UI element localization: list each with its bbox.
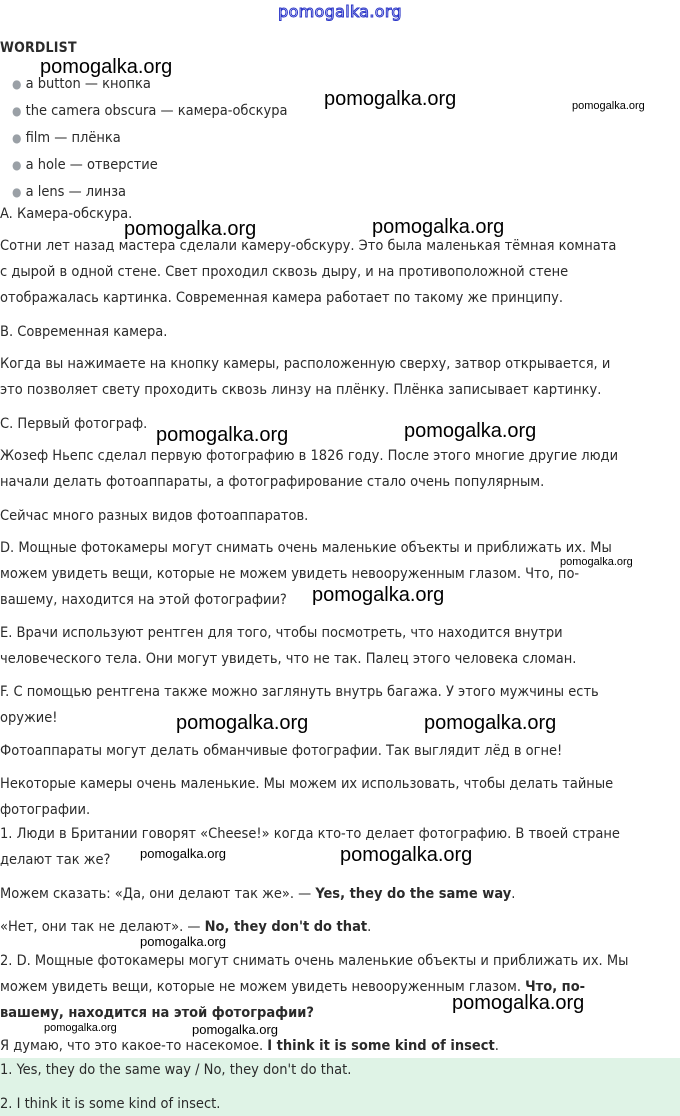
paragraph-line: E. Врачи используют рентген для того, чтобы посмотреть, что находится внутри: [0, 625, 563, 641]
section-a-heading: A. Камера-обскура.: [0, 206, 133, 222]
paragraph-line: оружие!: [0, 710, 58, 726]
watermark: pomogalka.org: [44, 1022, 117, 1034]
watermark: pomogalka.org: [176, 712, 309, 734]
watermark: pomogalka.org: [124, 218, 257, 240]
question-text-bold: Что, по-: [525, 979, 586, 995]
answer-suffix: .: [511, 886, 516, 902]
question-2-line: [0, 1005, 314, 1021]
wordlist-term: film — плёнка: [25, 130, 121, 146]
answer-think: [0, 1038, 499, 1054]
paragraph-line: отображалась картинка. Современная камера работает по такому же принципу.: [0, 290, 563, 306]
watermark: pomogalka.org: [192, 1022, 278, 1037]
watermark: pomogalka.org: [312, 584, 445, 606]
list-item: [12, 103, 288, 119]
watermark: pomogalka.org: [424, 712, 557, 734]
watermark: pomogalka.org: [140, 846, 226, 861]
wordlist-term: the camera obscura — камера-обскура: [25, 103, 288, 119]
answer-yes: [0, 886, 515, 902]
watermark: pomogalka.org: [452, 992, 585, 1014]
paragraph-line: Когда вы нажимаете на кнопку камеры, расположенную сверху, затвор открывается, и: [0, 356, 611, 372]
answer-english: No, they don't do that: [204, 919, 368, 935]
paragraph-line: можем увидеть вещи, которые не можем увидеть невооруженным глазом. Что, по-: [0, 566, 580, 582]
watermark: pomogalka.org: [156, 424, 289, 446]
question-text-bold: вашему, находится на этой фотографии?: [0, 1005, 314, 1021]
answer-prefix: «Нет, они так не делают». —: [0, 919, 205, 935]
paragraph-line: Некоторые камеры очень маленькие. Мы можем их использовать, чтобы делать тайные: [0, 776, 614, 792]
answer-suffix: .: [494, 1038, 499, 1054]
watermark: pomogalka.org: [324, 88, 457, 110]
bullet-icon: ●: [12, 77, 22, 91]
watermark: pomogalka.org: [372, 216, 505, 238]
wordlist-term: a hole — отверстие: [25, 157, 158, 173]
question-1-line: делают так же?: [0, 852, 111, 868]
paragraph-line: Жозеф Ньепс сделал первую фотографию в 1826 году. После этого многие другие люди: [0, 448, 619, 464]
list-item: [12, 157, 158, 173]
answer-line-2: 2. I think it is some kind of insect.: [0, 1096, 221, 1112]
list-item: [12, 130, 121, 146]
paragraph-line: вашему, находится на этой фотографии?: [0, 592, 287, 608]
watermark: pomogalka.org: [560, 556, 633, 568]
bullet-icon: ●: [12, 104, 22, 118]
answer-english: I think it is some kind of insect: [267, 1038, 495, 1054]
question-2-line: 2. D. Мощные фотокамеры могут снимать очень маленькие объекты и приближать их. Мы: [0, 953, 629, 969]
paragraph-line: начали делать фотоаппараты, а фотографирование стало очень популярным.: [0, 474, 545, 490]
paragraph-line: Сотни лет назад мастера сделали камеру-обскуру. Это была маленькая тёмная комната: [0, 238, 617, 254]
watermark: pomogalka.org: [572, 100, 645, 112]
paragraph-line: Фотоаппараты могут делать обманчивые фотографии. Так выглядит лёд в огне!: [0, 743, 563, 759]
answers-box: [0, 1058, 680, 1116]
wordlist-term: a button — кнопка: [25, 76, 151, 92]
watermark: pomogalka.org: [404, 420, 537, 442]
bullet-icon: ●: [12, 131, 22, 145]
watermark: pomogalka.org: [140, 934, 226, 949]
wordlist-term: a lens — линза: [25, 184, 127, 200]
paragraph-line: D. Мощные фотокамеры могут снимать очень маленькие объекты и приближать их. Мы: [0, 540, 612, 556]
question-1-line: 1. Люди в Британии говорят «Cheese!» когда кто-то делает фотографию. В твоей стране: [0, 826, 620, 842]
answer-suffix: .: [367, 919, 372, 935]
list-item: [12, 184, 126, 200]
paragraph-line: фотографии.: [0, 802, 91, 818]
site-brand[interactable]: pomogalka.org: [278, 2, 402, 21]
answer-prefix: Можем сказать: «Да, они делают так же». —: [0, 886, 316, 902]
paragraph-line: F. С помощью рентгена также можно заглянуть внутрь багажа. У этого мужчины есть: [0, 684, 599, 700]
watermark: pomogalka.org: [40, 56, 173, 78]
wordlist-heading: WORDLIST: [0, 40, 77, 56]
paragraph-line: человеческого тела. Они могут увидеть, что не так. Палец этого человека сломан.: [0, 651, 577, 667]
bullet-icon: ●: [12, 185, 22, 199]
answer-no: [0, 919, 371, 935]
paragraph-line: с дырой в одной стене. Свет проходил сквозь дыру, и на противоположной стене: [0, 264, 569, 280]
answer-prefix: Я думаю, что это какое-то насекомое.: [0, 1038, 268, 1054]
paragraph-line: Сейчас много разных видов фотоаппаратов.: [0, 508, 309, 524]
question-text: можем увидеть вещи, которые не можем увидеть невооруженным глазом.: [0, 979, 526, 995]
answer-line-1: 1. Yes, they do the same way / No, they don't do that.: [0, 1062, 352, 1078]
section-c-heading: C. Первый фотограф.: [0, 416, 148, 432]
bullet-icon: ●: [12, 158, 22, 172]
paragraph-line: это позволяет свету проходить сквозь линзу на плёнку. Плёнка записывает картинку.: [0, 382, 602, 398]
answer-english: Yes, they do the same way: [315, 886, 512, 902]
section-b-heading: B. Современная камера.: [0, 324, 168, 340]
watermark: pomogalka.org: [340, 844, 473, 866]
